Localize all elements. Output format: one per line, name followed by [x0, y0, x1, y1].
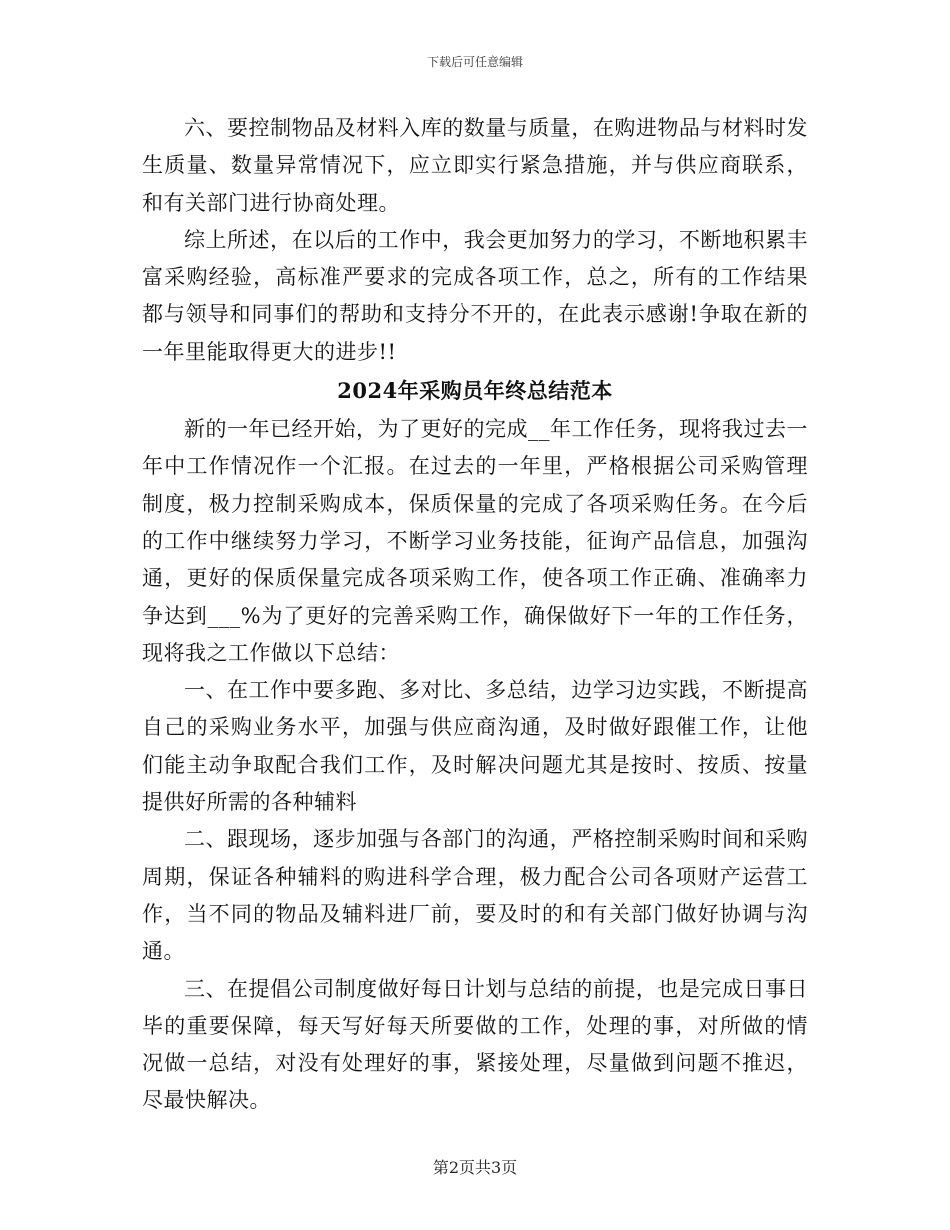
- paragraph-intro: 新的一年已经开始，为了更好的完成__年工作任务，现将我过去一年中工作情况作一个汇报。在过去的一年里，严格根据公司采购管理制度，极力控制采购成本，保质保量的完成了各项采购任务。在今后的工作中继续努力学习，不断学习业务技能，征询产品信息，加强沟通，更好的保质保量完成各项采购工作，使各项工作正确、准确率力争达到___%为了更好的完善采购工作，确保做好下一年的工作任务，现将我之工作做以下总结：: [142, 417, 808, 665]
- paragraph-conclusion: 综上所述，在以后的工作中，我会更加努力的学习，不断地积累丰富采购经验，高标准严要求的完成各项工作，总之，所有的工作结果都与领导和同事们的帮助和支持分不开的，在此表示感谢!争取在新的一年里能取得更大的进步!!: [142, 227, 808, 364]
- page-header: 下载后可任意编辑: [426, 55, 523, 69]
- document-body: [142, 110, 808, 1120]
- document-title: 2024年采购员年终总结范本: [337, 378, 613, 404]
- paragraph-point-three: 三、在提倡公司制度做好每日计划与总结的前提，也是完成日事日毕的重要保障，每天写好每天所要做的工作，处理的事，对所做的情况做一总结，对没有处理好的事，紧接处理，尽量做到问题不推迟，尽最快解决。: [142, 976, 808, 1113]
- paragraph-control-inbound: 六、要控制物品及材料入库的数量与质量，在购进物品与材料时发生质量、数量异常情况下，应立即实行紧急措施，并与供应商联系，和有关部门进行协商处理。: [142, 116, 808, 215]
- paragraph-point-one: 一、在工作中要多跑、多对比、多总结，边学习边实践，不断提高自己的采购业务水平，加强与供应商沟通，及时做好跟催工作，让他们能主动争取配合我们工作，及时解决问题尤其是按时、按质、按量提供好所需的各种辅料: [142, 678, 808, 815]
- page-footer: 第2页共3页: [432, 1158, 518, 1177]
- paragraph-point-two: 二、跟现场，逐步加强与各部门的沟通，严格控制采购时间和采购周期，保证各种辅料的购进科学合理，极力配合公司各项财产运营工作，当不同的物品及辅料进厂前，要及时的和有关部门做好协调与沟通。: [142, 827, 808, 964]
